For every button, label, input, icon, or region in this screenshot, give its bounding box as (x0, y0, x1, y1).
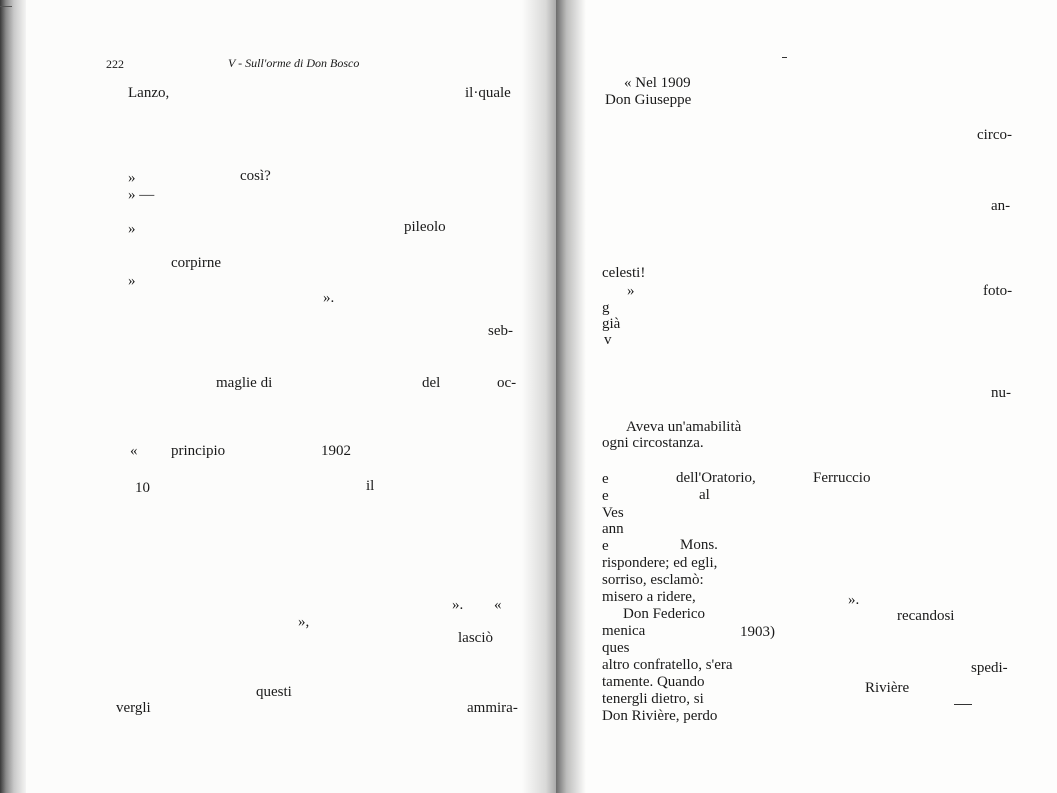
text-fragment: » (128, 273, 136, 289)
text-fragment: Ves (602, 505, 624, 521)
text-fragment: tamente. Quando (602, 674, 705, 690)
text-fragment: Lanzo, (128, 85, 170, 101)
text-fragment: spedi- (971, 660, 1008, 676)
text-fragment: e (602, 538, 609, 554)
text-fragment: seb- (488, 323, 513, 339)
text-fragment: an- (991, 198, 1011, 214)
text-fragment: vergli (116, 700, 151, 716)
text-fragment: ann (602, 521, 624, 537)
text-fragment: Don Federico (623, 606, 706, 622)
text-fragment: foto- (983, 283, 1013, 299)
text-fragment: « Nel 1909 (624, 75, 691, 91)
text-fragment: il·quale (465, 85, 511, 101)
text-fragment: Rivière (865, 680, 910, 696)
text-fragment: lasciò (458, 630, 493, 646)
text-fragment: « (494, 597, 502, 613)
text-fragment: ques (602, 640, 630, 656)
text-fragment: tenergli dietro, si (602, 691, 704, 707)
text-fragment: » (128, 170, 136, 186)
text-fragment: corpirne (171, 255, 221, 271)
text-fragment: questi (256, 684, 292, 700)
text-fragment: Don Rivière, perdo (602, 708, 718, 724)
text-fragment: ». (452, 597, 464, 613)
text-fragment: sorriso, esclamò: (602, 572, 704, 588)
text-fragment: celesti! (602, 265, 646, 281)
text-fragment: oc- (497, 375, 517, 391)
page-edge-mark (0, 6, 12, 7)
text-fragment: già (602, 316, 621, 332)
text-fragment: al (699, 487, 710, 503)
text-fragment: Ferruccio (813, 470, 871, 486)
text-fragment: » (128, 221, 136, 237)
text-fragment: circo- (977, 127, 1012, 143)
em-dash-mark (954, 704, 972, 705)
text-fragment: ogni circostanza. (602, 435, 704, 451)
text-fragment: dell'Oratorio, (676, 470, 756, 486)
text-fragment: v (604, 332, 612, 348)
text-fragment: rispondere; ed egli, (602, 555, 718, 571)
gutter-shadow (522, 0, 556, 793)
gutter-shadow (556, 0, 586, 793)
text-fragment: menica (602, 623, 646, 639)
text-fragment: del (422, 375, 441, 391)
text-fragment: » — (128, 187, 155, 203)
text-fragment: Aveva un'amabilità (626, 419, 742, 435)
right-page (556, 0, 1057, 793)
text-fragment: Don Giuseppe (605, 92, 692, 108)
text-fragment: » (627, 283, 635, 299)
text-fragment: principio (171, 443, 226, 459)
text-fragment: « (130, 443, 138, 459)
text-fragment: misero a ridere, (602, 589, 696, 605)
text-fragment: nu- (991, 385, 1011, 401)
text-fragment: il (366, 478, 375, 494)
text-fragment: 1903) (740, 624, 775, 640)
text-fragment: recandosi (897, 608, 955, 624)
text-fragment: », (298, 614, 310, 630)
text-fragment: e (602, 488, 609, 504)
text-fragment: pileolo (404, 219, 446, 235)
binding-shadow (0, 0, 26, 793)
text-fragment: e (602, 471, 609, 487)
text-fragment: Mons. (680, 537, 718, 553)
page-number: 222 (106, 57, 124, 71)
text-fragment: ». (848, 592, 860, 608)
text-fragment: così? (240, 168, 271, 184)
text-fragment: altro confratello, s'era (602, 657, 733, 673)
text-fragment: 1902 (321, 443, 351, 459)
text-fragment: 10 (135, 480, 150, 496)
text-fragment: ». (323, 290, 335, 306)
running-head: V - Sull'orme di Don Bosco (228, 56, 360, 70)
text-fragment: maglie di (216, 375, 273, 391)
text-fragment: ammira- (467, 700, 518, 716)
stray-dash (782, 57, 787, 58)
text-fragment: g (602, 300, 610, 316)
